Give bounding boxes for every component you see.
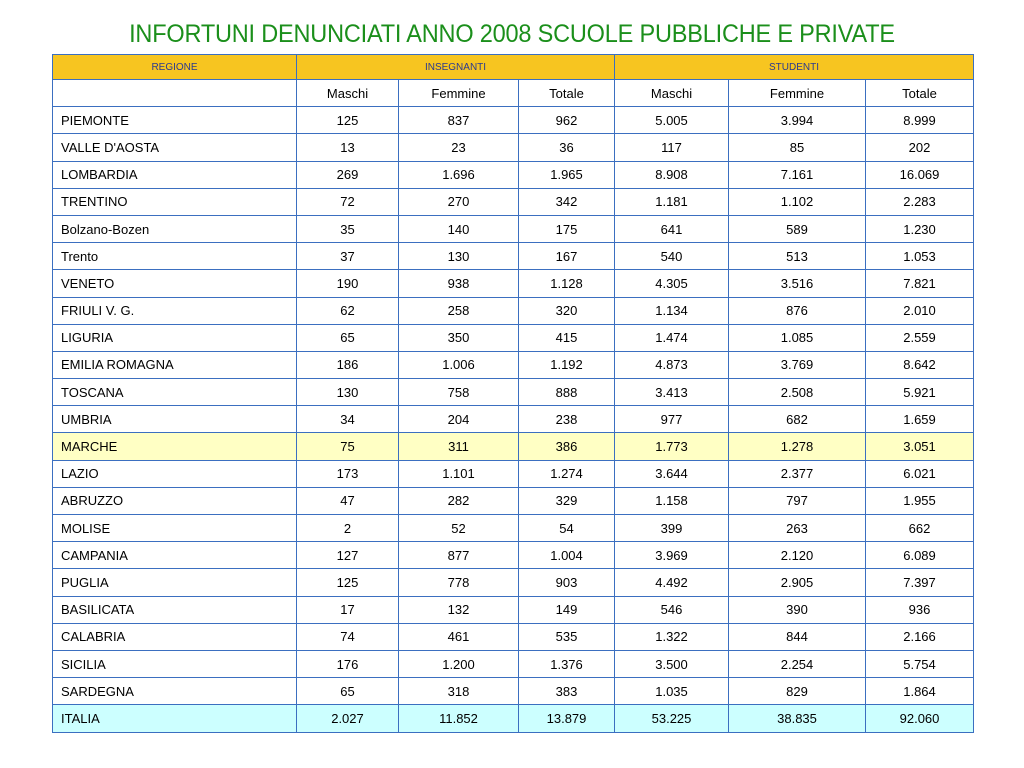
students-total-cell: 2.010: [866, 297, 974, 324]
students-male-cell: 1.158: [615, 487, 729, 514]
students-male-cell: 1.474: [615, 324, 729, 351]
students-total-cell: 1.955: [866, 487, 974, 514]
students-female-cell: 2.120: [729, 542, 866, 569]
students-male-cell: 53.225: [615, 705, 729, 732]
table-row: [53, 487, 974, 514]
teachers-total-cell: 535: [519, 623, 615, 650]
teachers-total-cell: 329: [519, 487, 615, 514]
teachers-female-cell: 318: [399, 678, 519, 705]
students-total-cell: 3.051: [866, 433, 974, 460]
teachers-female-cell: 778: [399, 569, 519, 596]
table-row: [53, 107, 974, 134]
total-row: [53, 705, 974, 732]
students-total-cell: 2.283: [866, 188, 974, 215]
teachers-male-cell: 125: [297, 569, 399, 596]
teachers-male-cell: 47: [297, 487, 399, 514]
sub-header-teachers-male: Maschi: [297, 80, 399, 107]
students-male-cell: 4.873: [615, 351, 729, 378]
students-female-cell: 263: [729, 515, 866, 542]
students-male-cell: 4.492: [615, 569, 729, 596]
students-total-cell: 2.559: [866, 324, 974, 351]
students-total-cell: 1.230: [866, 215, 974, 242]
teachers-male-cell: 34: [297, 406, 399, 433]
region-cell: Trento: [53, 243, 297, 270]
students-female-cell: 797: [729, 487, 866, 514]
students-female-cell: 2.254: [729, 650, 866, 677]
students-total-cell: 1.659: [866, 406, 974, 433]
teachers-male-cell: 74: [297, 623, 399, 650]
teachers-total-cell: 1.376: [519, 650, 615, 677]
students-total-cell: 6.089: [866, 542, 974, 569]
students-male-cell: 3.969: [615, 542, 729, 569]
teachers-total-cell: 1.192: [519, 351, 615, 378]
teachers-male-cell: 2.027: [297, 705, 399, 732]
region-cell: VENETO: [53, 270, 297, 297]
teachers-female-cell: 1.200: [399, 650, 519, 677]
sub-header-row: [53, 80, 974, 107]
students-male-cell: 4.305: [615, 270, 729, 297]
table-row: [53, 379, 974, 406]
teachers-female-cell: 350: [399, 324, 519, 351]
table-row: [53, 623, 974, 650]
teachers-male-cell: 62: [297, 297, 399, 324]
teachers-total-cell: 962: [519, 107, 615, 134]
students-male-cell: 117: [615, 134, 729, 161]
region-cell: PUGLIA: [53, 569, 297, 596]
region-cell: TOSCANA: [53, 379, 297, 406]
teachers-female-cell: 938: [399, 270, 519, 297]
sub-header-students-female: Femmine: [729, 80, 866, 107]
teachers-total-cell: 415: [519, 324, 615, 351]
students-male-cell: 1.035: [615, 678, 729, 705]
students-male-cell: 1.134: [615, 297, 729, 324]
students-female-cell: 876: [729, 297, 866, 324]
students-total-cell: 202: [866, 134, 974, 161]
table-row: [53, 678, 974, 705]
teachers-male-cell: 173: [297, 460, 399, 487]
teachers-female-cell: 270: [399, 188, 519, 215]
students-total-cell: 1.053: [866, 243, 974, 270]
table-row: [53, 134, 974, 161]
teachers-total-cell: 36: [519, 134, 615, 161]
students-female-cell: 2.508: [729, 379, 866, 406]
students-female-cell: 7.161: [729, 161, 866, 188]
students-female-cell: 3.994: [729, 107, 866, 134]
teachers-male-cell: 190: [297, 270, 399, 297]
table-row: [53, 406, 974, 433]
students-female-cell: 38.835: [729, 705, 866, 732]
table-row: [53, 297, 974, 324]
teachers-total-cell: 54: [519, 515, 615, 542]
teachers-female-cell: 258: [399, 297, 519, 324]
accidents-table: [52, 54, 974, 733]
region-cell: BASILICATA: [53, 596, 297, 623]
students-female-cell: 829: [729, 678, 866, 705]
sub-header-students-total: Totale: [866, 80, 974, 107]
region-cell: TRENTINO: [53, 188, 297, 215]
students-male-cell: 1.181: [615, 188, 729, 215]
students-female-cell: 85: [729, 134, 866, 161]
region-cell: LIGURIA: [53, 324, 297, 351]
table-row: [53, 270, 974, 297]
students-male-cell: 546: [615, 596, 729, 623]
students-total-cell: 7.397: [866, 569, 974, 596]
students-female-cell: 513: [729, 243, 866, 270]
teachers-female-cell: 130: [399, 243, 519, 270]
table-body: [53, 107, 974, 732]
students-female-cell: 1.085: [729, 324, 866, 351]
table-row: [53, 324, 974, 351]
teachers-total-cell: 1.274: [519, 460, 615, 487]
teachers-female-cell: 11.852: [399, 705, 519, 732]
teachers-total-cell: 383: [519, 678, 615, 705]
teachers-male-cell: 75: [297, 433, 399, 460]
students-male-cell: 977: [615, 406, 729, 433]
table-row: [53, 569, 974, 596]
students-female-cell: 390: [729, 596, 866, 623]
students-female-cell: 3.769: [729, 351, 866, 378]
teachers-female-cell: 1.696: [399, 161, 519, 188]
students-male-cell: 3.644: [615, 460, 729, 487]
teachers-total-cell: 888: [519, 379, 615, 406]
sub-header-teachers-female: Femmine: [399, 80, 519, 107]
teachers-male-cell: 13: [297, 134, 399, 161]
teachers-total-cell: 175: [519, 215, 615, 242]
students-total-cell: 662: [866, 515, 974, 542]
students-total-cell: 5.921: [866, 379, 974, 406]
group-header-row: [53, 55, 974, 80]
region-cell: EMILIA ROMAGNA: [53, 351, 297, 378]
teachers-female-cell: 461: [399, 623, 519, 650]
region-cell: SICILIA: [53, 650, 297, 677]
students-total-cell: 6.021: [866, 460, 974, 487]
teachers-female-cell: 52: [399, 515, 519, 542]
students-female-cell: 682: [729, 406, 866, 433]
region-cell: PIEMONTE: [53, 107, 297, 134]
teachers-total-cell: 1.128: [519, 270, 615, 297]
region-cell: SARDEGNA: [53, 678, 297, 705]
teachers-male-cell: 176: [297, 650, 399, 677]
teachers-total-cell: 320: [519, 297, 615, 324]
teachers-total-cell: 167: [519, 243, 615, 270]
region-cell: MARCHE: [53, 433, 297, 460]
students-female-cell: 1.102: [729, 188, 866, 215]
students-male-cell: 1.773: [615, 433, 729, 460]
table-row: [53, 542, 974, 569]
teachers-female-cell: 132: [399, 596, 519, 623]
teachers-total-cell: 342: [519, 188, 615, 215]
students-total-cell: 92.060: [866, 705, 974, 732]
teachers-female-cell: 311: [399, 433, 519, 460]
teachers-male-cell: 65: [297, 324, 399, 351]
teachers-female-cell: 1.101: [399, 460, 519, 487]
students-male-cell: 8.908: [615, 161, 729, 188]
teachers-female-cell: 837: [399, 107, 519, 134]
teachers-total-cell: 13.879: [519, 705, 615, 732]
teachers-female-cell: 877: [399, 542, 519, 569]
teachers-male-cell: 186: [297, 351, 399, 378]
teachers-header: INSEGNANTI: [297, 55, 615, 80]
teachers-male-cell: 72: [297, 188, 399, 215]
sub-header-teachers-total: Totale: [519, 80, 615, 107]
students-total-cell: 8.999: [866, 107, 974, 134]
teachers-male-cell: 2: [297, 515, 399, 542]
teachers-total-cell: 149: [519, 596, 615, 623]
teachers-female-cell: 204: [399, 406, 519, 433]
teachers-female-cell: 23: [399, 134, 519, 161]
students-female-cell: 2.377: [729, 460, 866, 487]
teachers-male-cell: 127: [297, 542, 399, 569]
students-male-cell: 540: [615, 243, 729, 270]
teachers-male-cell: 35: [297, 215, 399, 242]
teachers-male-cell: 65: [297, 678, 399, 705]
page-title: INFORTUNI DENUNCIATI ANNO 2008 SCUOLE PUBBLICHE E PRIVATE: [129, 20, 895, 48]
teachers-male-cell: 17: [297, 596, 399, 623]
teachers-female-cell: 1.006: [399, 351, 519, 378]
teachers-male-cell: 269: [297, 161, 399, 188]
region-cell: ITALIA: [53, 705, 297, 732]
region-cell: VALLE D'AOSTA: [53, 134, 297, 161]
region-cell: FRIULI V. G.: [53, 297, 297, 324]
table-row: [53, 188, 974, 215]
students-male-cell: 641: [615, 215, 729, 242]
students-male-cell: 3.500: [615, 650, 729, 677]
teachers-total-cell: 386: [519, 433, 615, 460]
table-row: [53, 596, 974, 623]
table-row: [53, 161, 974, 188]
students-female-cell: 3.516: [729, 270, 866, 297]
students-male-cell: 1.322: [615, 623, 729, 650]
table-row: [53, 215, 974, 242]
students-female-cell: 1.278: [729, 433, 866, 460]
table-row: [53, 515, 974, 542]
teachers-male-cell: 130: [297, 379, 399, 406]
teachers-female-cell: 282: [399, 487, 519, 514]
teachers-total-cell: 238: [519, 406, 615, 433]
region-cell: CALABRIA: [53, 623, 297, 650]
table-row: [53, 243, 974, 270]
teachers-total-cell: 1.965: [519, 161, 615, 188]
teachers-male-cell: 37: [297, 243, 399, 270]
region-cell: Bolzano-Bozen: [53, 215, 297, 242]
table-row: [53, 650, 974, 677]
students-total-cell: 16.069: [866, 161, 974, 188]
sub-header-empty: [53, 80, 297, 107]
students-total-cell: 2.166: [866, 623, 974, 650]
region-cell: UMBRIA: [53, 406, 297, 433]
teachers-female-cell: 758: [399, 379, 519, 406]
students-male-cell: 5.005: [615, 107, 729, 134]
students-total-cell: 1.864: [866, 678, 974, 705]
table-row: [53, 433, 974, 460]
teachers-male-cell: 125: [297, 107, 399, 134]
table-row: [53, 351, 974, 378]
region-cell: MOLISE: [53, 515, 297, 542]
region-cell: ABRUZZO: [53, 487, 297, 514]
students-total-cell: 8.642: [866, 351, 974, 378]
students-header: STUDENTI: [615, 55, 974, 80]
teachers-female-cell: 140: [399, 215, 519, 242]
students-female-cell: 2.905: [729, 569, 866, 596]
region-cell: LAZIO: [53, 460, 297, 487]
students-total-cell: 7.821: [866, 270, 974, 297]
teachers-total-cell: 1.004: [519, 542, 615, 569]
students-total-cell: 5.754: [866, 650, 974, 677]
region-header: REGIONE: [53, 55, 297, 80]
region-cell: CAMPANIA: [53, 542, 297, 569]
students-total-cell: 936: [866, 596, 974, 623]
table-row: [53, 460, 974, 487]
teachers-total-cell: 903: [519, 569, 615, 596]
students-female-cell: 589: [729, 215, 866, 242]
students-female-cell: 844: [729, 623, 866, 650]
students-male-cell: 399: [615, 515, 729, 542]
students-male-cell: 3.413: [615, 379, 729, 406]
sub-header-students-male: Maschi: [615, 80, 729, 107]
region-cell: LOMBARDIA: [53, 161, 297, 188]
